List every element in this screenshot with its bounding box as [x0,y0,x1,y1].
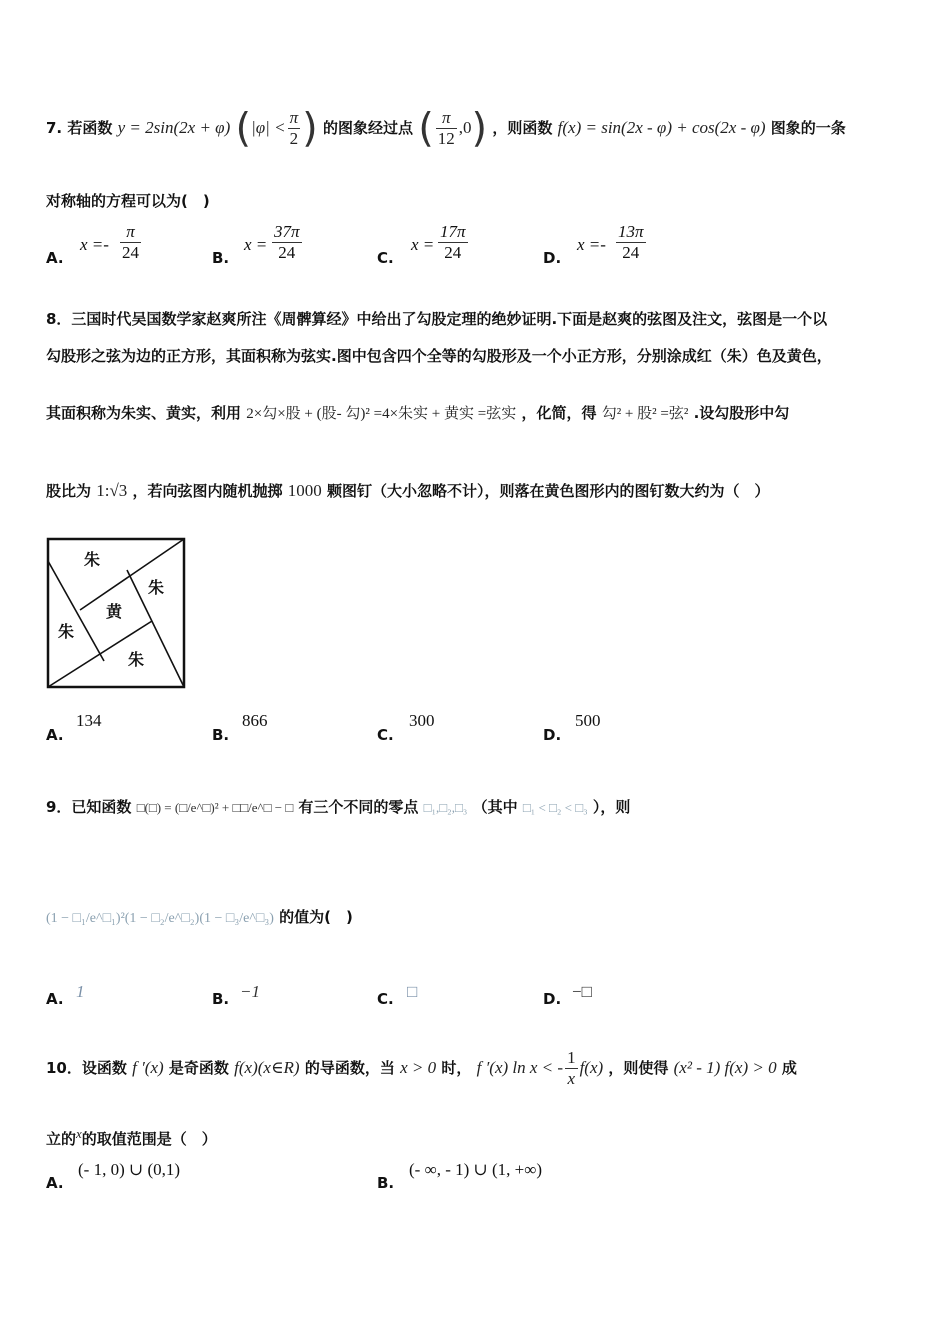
q9-text-d: 的值为( ) [279,908,353,926]
q8-line3-c: .设勾股形中勾 [693,404,790,422]
q8-option-c-label: C. [377,726,394,744]
zhu-left: 朱 [58,622,75,641]
q9-zeros: □₁,□₂,□₃ [423,800,468,815]
q8-line4-b: ，若向弦图内随机抛掷 [132,482,283,500]
diag-left [48,561,104,661]
q10-text-d: ，则使得 [608,1059,669,1077]
q9-text-c: ），则 [592,798,631,816]
q7-point-frac: $\frac{\pi}{12}$ [437,108,455,148]
q8-line3-b: ，化简，得 [521,404,597,422]
q7-option-a-prefix: x =- [80,235,109,254]
hypotenuse-diagram [44,535,188,692]
q10-text-a: 是奇函数 [168,1059,229,1077]
q10-ineq-left: f ′(x) ln x < - [476,1058,564,1077]
q7-option-c-frac: $\frac{17\pi}{24}$ [440,222,466,262]
q10-line2 [46,1126,217,1149]
q9-func-expr: □(□) = (□/e^□)² + □□/e^□ − □ [136,800,294,815]
q7-option-b-frac: $\frac{37\pi}{24}$ [274,222,300,262]
q10-option-b-value: (- ∞, - 1) ∪ (1, +∞) [409,1160,543,1179]
q8-line4-a: 股比为 [46,482,92,500]
q10-expr3: x > 0 [400,1058,437,1077]
q7-paren-right: ) [302,105,318,152]
q9-order: □₁ < □₂ < □₃ [522,800,588,815]
q10-expr1: f ′(x) [132,1058,164,1077]
q8-line3-expr: 2×勾×股 + (股- 勾)² =4×朱实 + 黄实 =弦实 [246,406,517,422]
q8-line4-c: 颗图钉（大小忽略不计），则落在黄色图形内的图钉数大约为（ ） [327,482,770,500]
q10-option-b-label: B. [377,1174,395,1192]
q7-expr-y: y = 2sin(2x + φ) [117,118,231,137]
q10-option-a-value: (- 1, 0) ∪ (0,1) [78,1160,181,1179]
huang-center: 黄 [106,602,123,621]
q8-line4-num: 1000 [287,481,322,500]
q9-option-b-label: B. [212,990,230,1008]
q8-option-b-label: B. [212,726,230,744]
q10-ineq-right: f(x) [579,1058,604,1077]
q7-pi-over-2: $\frac{\pi}{2}$ [289,108,299,148]
q8-option-a-value: 134 [76,711,102,730]
q7-point-tail: ,0 [458,118,472,137]
q7-option-b-label: B. [212,249,230,267]
q10-line2-a: 立的 [46,1130,77,1148]
q9-big-expr: (1 − □₁/e^□₁)²(1 − □₂/e^□₂)(1 − □₃/e^□₃) [46,911,274,926]
q8-line2: 勾股形之弦为边的正方形，其面积称为弦实.图中包含四个全等的勾股形及一个小正方形，分别涂成红（朱）色及黄色， [46,347,832,365]
q8-option-b-value: 866 [242,711,268,730]
q10-number: 10．设函数 [46,1059,127,1077]
q10-line2-b: 的取值范围是（ ） [81,1130,217,1148]
q7-number: 7. [46,119,63,137]
q9-option-d-label: D. [543,990,562,1008]
q10-expr2: f(x)(x∈R) [234,1058,300,1077]
q9-option-c-value: □ [407,982,418,1001]
q7-option-c-label: C. [377,249,394,267]
q10-line1 [46,1048,797,1089]
q7-option-d-frac: $\frac{13\pi}{24}$ [618,222,644,262]
q7-line2: 对称轴的方程可以为( ) [46,192,210,210]
q9-text-b: （其中 [472,798,518,816]
q7-option-a-frac: $\frac{\pi}{24}$ [122,222,139,262]
q7-option-c-prefix: x = [411,235,435,254]
q10-ineq-frac: $\frac{1}{x}$ [567,1048,576,1088]
zhu-bottom: 朱 [128,650,145,669]
q8-line1: 8．三国时代吴国数学家赵爽所注《周髀算经》中给出了勾股定理的绝妙证明.下面是赵爽的弦图及注文，弦图是一个以 [46,310,828,328]
q8-line3 [46,402,789,423]
q10-line2-x: x [76,1126,82,1141]
q9-number: 9．已知函数 [46,798,132,816]
q7-cond: |φ| < [251,118,286,137]
q9-line1 [46,796,630,817]
q10-expr4: (x² - 1) f(x) > 0 [673,1058,777,1077]
q9-option-c-label: C. [377,990,394,1008]
q7-paren-left: ( [235,105,252,152]
q9-text-a: 有三个不同的零点 [298,798,419,816]
q9-option-b-value: −1 [240,982,260,1001]
zhu-top: 朱 [84,550,101,569]
zhu-right: 朱 [148,578,165,597]
q7-text-c: ，则函数 [492,119,553,137]
q8-option-c-value: 300 [409,711,435,730]
q8-option-d-label: D. [543,726,562,744]
q9-line2 [46,906,353,927]
q8-line3-expr2: 勾² + 股² =弦² [601,406,689,422]
q8-line3-a: 其面积称为朱实、黄实，利用 [46,404,242,422]
q7-point-open: ( [418,105,434,152]
q7-option-d-prefix: x =- [577,235,606,254]
q8-line4 [46,480,770,501]
q10-text-b: 的导函数，当 [304,1059,395,1077]
q7-option-d-label: D. [543,249,562,267]
q9-option-a-value: 1 [76,982,85,1001]
q7-option-b-prefix: x = [244,235,268,254]
q8-option-d-value: 500 [575,711,601,730]
q7-option-a-label: A. [46,249,64,267]
q7-expr-f: f(x) = sin(2x - φ) + cos(2x - φ) [557,118,766,137]
q7-point-close: ) [471,105,488,152]
q7-text-b: 的图象经过点 [322,119,413,137]
q7-text-a: 若函数 [67,119,113,137]
q7-text-d: 图象的一条 [770,119,846,137]
q9-option-d-value: −□ [572,982,592,1001]
q10-text-e: 成 [781,1059,797,1077]
q8-option-a-label: A. [46,726,64,744]
q10-option-a-label: A. [46,1174,64,1192]
q8-line4-ratio: 1:√3 [96,481,128,500]
q9-option-a-label: A. [46,990,64,1008]
q7-line1 [46,105,846,152]
q10-text-c: 时， [441,1059,472,1077]
